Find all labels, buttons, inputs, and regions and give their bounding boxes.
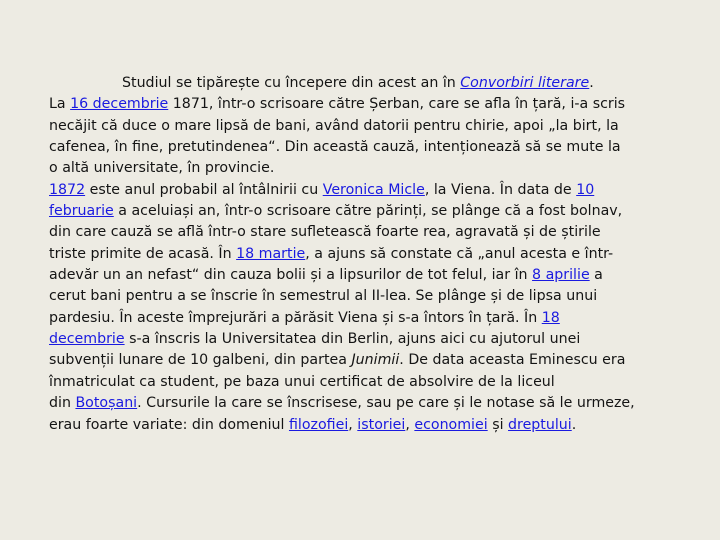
text-run: 1871, într-o scrisoare către Șerban, care se afla în țară, i-a scris xyxy=(168,96,626,113)
text-link[interactable]: dreptului xyxy=(508,416,572,433)
text-run: pardesiu. În aceste împrejurări a părăsit Viena și s-a întors în țară. În xyxy=(49,309,542,326)
text-run: Junimii xyxy=(351,352,400,369)
text-link[interactable]: decembrie xyxy=(49,331,125,348)
text-run: subvenții lunare de 10 galbeni, din partea xyxy=(49,352,352,369)
text-run: . De data aceasta Eminescu era xyxy=(399,352,626,369)
text-run: din care cauză se află într-o stare sufletească foarte rea, agravată și de știrile xyxy=(49,224,601,241)
text-run: triste primite de acasă. În xyxy=(49,245,237,262)
text-link[interactable]: 8 aprilie xyxy=(532,267,590,284)
text-link[interactable]: 1872 xyxy=(49,181,86,198)
text-line xyxy=(49,222,674,243)
text-run: cerut bani pentru a se înscrie în semestrul al II-lea. Se plânge și de lipsa unui xyxy=(49,288,598,305)
text-link[interactable]: filozofiei xyxy=(288,416,349,433)
text-run: este anul probabil al întâlnirii cu xyxy=(85,181,323,198)
text-link[interactable]: 16 decembrie xyxy=(70,96,169,113)
text-line xyxy=(49,94,674,115)
text-line xyxy=(49,73,674,94)
text-link[interactable]: istoriei xyxy=(357,416,406,433)
text-link[interactable]: 10 xyxy=(576,181,595,198)
document-text xyxy=(49,73,674,436)
text-link[interactable]: 18 martie xyxy=(236,245,306,262)
text-run: La xyxy=(49,96,71,113)
text-line xyxy=(49,116,674,137)
text-run: a xyxy=(589,267,603,284)
text-link[interactable]: Botoșani xyxy=(75,395,138,412)
text-run: erau foarte variate: din domeniul xyxy=(49,416,289,433)
text-run: din xyxy=(49,395,76,412)
text-run: a aceluiași an, într-o scrisoare către părinți, se plânge că a fost bolnav, xyxy=(113,203,623,220)
text-link[interactable]: Veronica Micle xyxy=(322,181,425,198)
text-run: , la Viena. În data de xyxy=(424,181,577,198)
text-link[interactable]: economiei xyxy=(414,416,488,433)
text-run: cafenea, în fine, pretutindenea“. Din această cauză, intenționează să se mute la xyxy=(49,139,621,156)
text-link[interactable]: 18 xyxy=(541,309,560,326)
text-run: și xyxy=(487,416,509,433)
text-line xyxy=(49,201,674,222)
text-line xyxy=(49,137,674,158)
text-link[interactable]: februarie xyxy=(49,203,114,220)
text-run: necăjit că duce o mare lipsă de bani, având datorii pentru chirie, apoi „la birt, la xyxy=(49,117,619,134)
text-run: , xyxy=(348,416,358,433)
text-run: , a ajuns să constate că „anul acesta e într- xyxy=(305,245,614,262)
text-run: Studiul se tipărește cu începere din acest an în xyxy=(122,75,461,91)
text-run: o altă universitate, în provincie. xyxy=(49,160,275,177)
text-run: , xyxy=(405,416,415,433)
text-line xyxy=(49,180,674,201)
text-link[interactable]: Convorbiri literare xyxy=(460,75,590,91)
text-run: s-a înscris la Universitatea din Berlin, ajuns aici cu ajutorul unei xyxy=(124,331,581,348)
text-line xyxy=(49,350,674,371)
text-run: . xyxy=(589,75,594,91)
text-line xyxy=(49,329,674,350)
text-run: . Cursurile la care se înscrisese, sau pe care și le notase să le urmeze, xyxy=(137,395,635,412)
text-line xyxy=(49,372,674,393)
text-line xyxy=(49,244,674,265)
text-run: înmatriculat ca student, pe baza unui certificat de absolvire de la liceul xyxy=(49,373,555,390)
text-line xyxy=(49,265,674,286)
text-line xyxy=(49,415,674,436)
text-run: . xyxy=(571,416,577,433)
text-line xyxy=(49,286,674,307)
text-line xyxy=(49,393,674,414)
text-line xyxy=(49,308,674,329)
text-line xyxy=(49,158,674,179)
text-run: adevăr un an nefast“ din cauza bolii și a lipsurilor de tot felul, iar în xyxy=(49,267,533,284)
